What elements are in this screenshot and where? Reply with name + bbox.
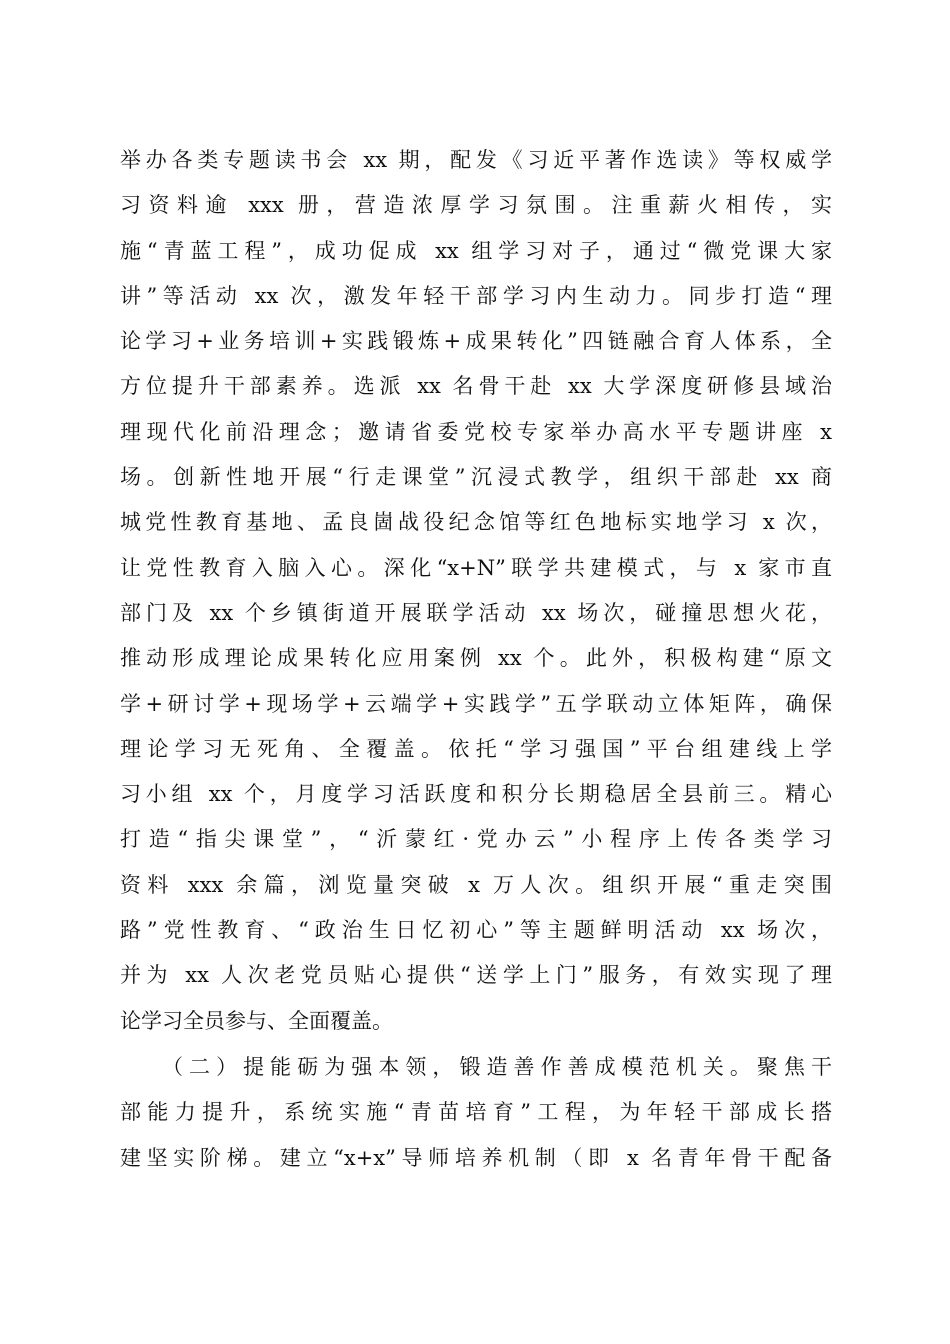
text-line: 城党性教育基地、孟良崮战役纪念馆等红色地标实地学习 x 次， bbox=[120, 510, 832, 535]
text-line: 资料 xxx 余篇，浏览量突破 x 万人次。组织开展“重走突围 bbox=[120, 872, 832, 897]
text-line: 部门及 xx 个乡镇街道开展联学活动 xx 场次，碰撞思想火花， bbox=[120, 600, 832, 625]
text-line: 举办各类专题读书会 xx 期，配发《习近平著作选读》等权威学 bbox=[120, 148, 832, 172]
text-line: 推动形成理论成果转化应用案例 xx 个。此外，积极构建“原文 bbox=[120, 646, 832, 671]
text-line: 方位提升干部素养。选派 xx 名骨干赴 xx 大学深度研修县域治 bbox=[120, 374, 832, 399]
text-line: 理论学习无死角、全覆盖。依托“学习强国”平台组建线上学 bbox=[120, 736, 832, 761]
text-line: 论学习全员参与、全面覆盖。 bbox=[120, 1008, 393, 1033]
text-line: 学+研讨学+现场学+云端学+实践学”五学联动立体矩阵，确保 bbox=[120, 691, 832, 716]
text-line: 让党性教育入脑入心。深化“x+N”联学共建模式，与 x 家市直 bbox=[120, 555, 832, 580]
text-line: 理现代化前沿理念；邀请省委党校专家举办高水平专题讲座 x bbox=[120, 419, 832, 444]
text-line: 施“青蓝工程”，成功促成 xx 组学习对子，通过“微党课大家 bbox=[120, 238, 832, 263]
text-line: 路”党性教育、“政治生日忆初心”等主题鲜明活动 xx 场次， bbox=[120, 918, 832, 943]
section-heading-line: （二）提能砺为强本领，锻造善作善成模范机关。聚焦干 bbox=[162, 1055, 832, 1079]
text-line: 部能力提升，系统实施“青苗培育”工程，为年轻干部成长搭 bbox=[120, 1100, 832, 1125]
text-line: 建坚实阶梯。建立“x+x”导师培养机制（即 x 名青年骨干配备 bbox=[120, 1145, 832, 1170]
text-line: 打造“指尖课堂”，“沂蒙红·党办云”小程序上传各类学习 bbox=[120, 827, 832, 852]
text-line: 场。创新性地开展“行走课堂”沉浸式教学，组织干部赴 xx 商 bbox=[120, 465, 832, 490]
paragraph-2 bbox=[120, 1045, 832, 1181]
text-line: 讲”等活动 xx 次，激发年轻干部学习内生动力。同步打造“理 bbox=[120, 283, 832, 308]
text-line: 习小组 xx 个，月度学习活跃度和积分长期稳居全县前三。精心 bbox=[120, 782, 832, 807]
text-line: 并为 xx 人次老党员贴心提供“送学上门”服务，有效实现了理 bbox=[120, 963, 832, 988]
paragraph-1 bbox=[120, 138, 832, 1044]
text-line: 习资料逾 xxx 册，营造浓厚学习氛围。注重薪火相传，实 bbox=[120, 193, 832, 218]
text-line: 论学习+业务培训+实践锻炼+成果转化”四链融合育人体系，全 bbox=[120, 329, 832, 354]
